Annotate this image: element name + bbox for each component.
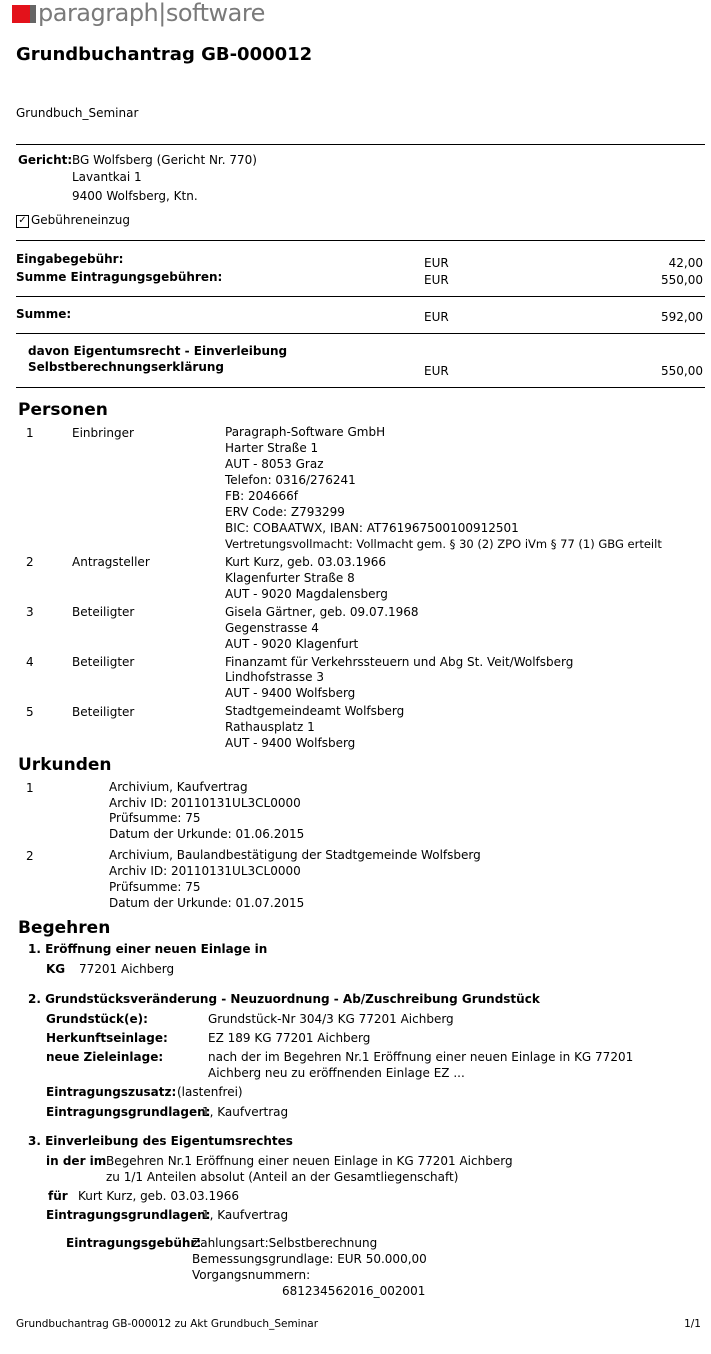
inderim-label: in der im: [46, 1154, 107, 1168]
begehren-2-heading: 2. Grundstücksveränderung - Neuzuordnung - Ab/Zuschreibung Grundstück: [28, 992, 540, 1006]
fuer-value: Kurt Kurz, geb. 03.03.1966: [78, 1189, 240, 1203]
herkunft-label: Herkunftseinlage:: [46, 1031, 168, 1045]
person-line: ERV Code: Z793299: [225, 505, 345, 519]
fee-collection-label: Gebühreneinzug: [31, 213, 131, 227]
urkunde-line: Prüfsumme: 75: [109, 811, 201, 825]
person-role: Beteiligter: [72, 605, 135, 619]
grundlagen-label: Eintragungsgrundlagen:: [46, 1105, 211, 1119]
person-nr: 3: [26, 605, 34, 619]
fee-amount-summe-eintragung: 550,00: [661, 273, 703, 287]
fee-collection-checkbox[interactable]: [16, 215, 29, 228]
sum-currency: EUR: [424, 310, 449, 324]
divider: [16, 387, 705, 388]
urkunde-nr: 2: [26, 849, 34, 863]
person-line: AUT - 9400 Wolfsberg: [225, 686, 356, 700]
gebuehr-line-2: Bemessungsgrundlage: EUR 50.000,00: [192, 1252, 427, 1266]
page-title: Grundbuchantrag GB-000012: [16, 44, 313, 65]
ziel-line-1: nach der im Begehren Nr.1 Eröffnung einer neuen Einlage in KG 77201: [208, 1050, 634, 1064]
divider: [16, 240, 705, 241]
company-logo: paragraph|software: [38, 0, 265, 27]
fee-label-summe-eintragung: Summe Eintragungsgebühren:: [16, 270, 223, 284]
person-line: AUT - 9400 Wolfsberg: [225, 736, 356, 750]
grundlagen-value: 1, Kaufvertrag: [202, 1208, 289, 1222]
urkunde-line: Archiv ID: 20110131UL3CL0000: [109, 796, 301, 810]
person-line: Stadtgemeindeamt Wolfsberg: [225, 704, 405, 718]
ziel-line-2: Aichberg neu zu eröffnenden Einlage EZ ...: [208, 1066, 465, 1080]
ziel-label: neue Zieleinlage:: [46, 1050, 164, 1064]
begehren-3-heading: 3. Einverleibung des Eigentumsrechtes: [28, 1134, 293, 1148]
grundlagen-value: 1, Kaufvertrag: [202, 1105, 289, 1119]
divider: [16, 144, 705, 145]
person-line: FB: 204666f: [225, 489, 299, 503]
fee-label-eingabe: Eingabegebühr:: [16, 252, 124, 266]
person-role: Beteiligter: [72, 655, 135, 669]
person-line: Kurt Kurz, geb. 03.03.1966: [225, 555, 387, 569]
gebuehr-line-1: Zahlungsart:Selbstberechnung: [192, 1236, 378, 1250]
person-line: AUT - 9020 Klagenfurt: [225, 637, 359, 651]
gebuehr-line-3: Vorgangsnummern:: [192, 1268, 311, 1282]
person-line: AUT - 9020 Magdalensberg: [225, 587, 388, 601]
section-personen: Personen: [18, 400, 108, 420]
section-begehren: Begehren: [18, 918, 111, 938]
davon-line-1: davon Eigentumsrecht - Einverleibung: [28, 344, 288, 358]
person-line: AUT - 8053 Graz: [225, 457, 324, 471]
zusatz-value: (lastenfrei): [177, 1085, 243, 1099]
section-urkunden: Urkunden: [18, 755, 112, 775]
grundstueck-value: Grundstück-Nr 304/3 KG 77201 Aichberg: [208, 1012, 454, 1026]
herkunft-value: EZ 189 KG 77201 Aichberg: [208, 1031, 371, 1045]
person-role: Einbringer: [72, 426, 134, 440]
check-icon: ✓: [18, 215, 27, 226]
grundlagen-label: Eintragungsgrundlagen:: [46, 1208, 211, 1222]
page-number: 1/1: [684, 1318, 701, 1330]
urkunde-line: Archivium, Baulandbestätigung der Stadtgemeinde Wolfsberg: [109, 848, 481, 862]
court-line-2: Lavantkai 1: [72, 170, 142, 184]
person-line: Gisela Gärtner, geb. 09.07.1968: [225, 605, 419, 619]
divider: [16, 296, 705, 297]
person-line: Klagenfurter Straße 8: [225, 571, 355, 585]
davon-currency: EUR: [424, 364, 449, 378]
sum-amount: 592,00: [661, 310, 703, 324]
zusatz-label: Eintragungszusatz:: [46, 1085, 177, 1099]
logo-grey-bar-icon: [30, 5, 36, 23]
person-role: Antragsteller: [72, 555, 150, 569]
divider: [16, 333, 705, 334]
court-line-1: BG Wolfsberg (Gericht Nr. 770): [72, 153, 257, 167]
gebuehr-label: Eintragungsgebühr:: [66, 1236, 202, 1250]
kg-value: 77201 Aichberg: [79, 962, 175, 976]
urkunde-line: Datum der Urkunde: 01.06.2015: [109, 827, 305, 841]
akt-subtitle: Grundbuch_Seminar: [16, 106, 139, 120]
grundstueck-label: Grundstück(e):: [46, 1012, 148, 1026]
davon-line-2: Selbstberechnungserklärung: [28, 360, 225, 374]
person-line: BIC: COBAATWX, IBAN: AT761967500100912501: [225, 521, 519, 535]
sum-label: Summe:: [16, 307, 72, 321]
logo-red-square-icon: [12, 5, 30, 23]
begehren-1-heading: 1. Eröffnung einer neuen Einlage in: [28, 942, 268, 956]
person-line: Harter Straße 1: [225, 441, 319, 455]
gebuehr-line-4: 681234562016_002001: [282, 1284, 426, 1298]
davon-amount: 550,00: [661, 364, 703, 378]
court-label: Gericht:: [18, 153, 73, 167]
person-nr: 2: [26, 555, 34, 569]
person-nr: 4: [26, 655, 34, 669]
inderim-line-2: zu 1/1 Anteilen absolut (Anteil an der Gesamtliegenschaft): [106, 1170, 459, 1184]
fee-currency: EUR: [424, 256, 449, 270]
person-line: Gegenstrasse 4: [225, 621, 319, 635]
person-line: Paragraph-Software GmbH: [225, 425, 386, 439]
inderim-line-1: Begehren Nr.1 Eröffnung einer neuen Einlage in KG 77201 Aichberg: [106, 1154, 513, 1168]
person-line: Vertretungsvollmacht: Vollmacht gem. § 30 (2) ZPO iVm § 77 (1) GBG erteilt: [225, 537, 662, 551]
urkunde-line: Archiv ID: 20110131UL3CL0000: [109, 864, 301, 878]
person-nr: 5: [26, 705, 34, 719]
footer-left: Grundbuchantrag GB-000012 zu Akt Grundbuch_Seminar: [16, 1318, 319, 1330]
person-nr: 1: [26, 426, 34, 440]
kg-label: KG: [46, 962, 66, 976]
fuer-label: für: [48, 1189, 68, 1203]
urkunde-nr: 1: [26, 781, 34, 795]
court-line-3: 9400 Wolfsberg, Ktn.: [72, 189, 198, 203]
fee-currency: EUR: [424, 273, 449, 287]
person-line: Finanzamt für Verkehrssteuern und Abg St. Veit/Wolfsberg: [225, 655, 574, 669]
person-line: Rathausplatz 1: [225, 720, 315, 734]
urkunde-line: Prüfsumme: 75: [109, 880, 201, 894]
person-role: Beteiligter: [72, 705, 135, 719]
person-line: Lindhofstrasse 3: [225, 670, 324, 684]
fee-amount-eingabe: 42,00: [668, 256, 703, 270]
person-line: Telefon: 0316/276241: [225, 473, 356, 487]
urkunde-line: Archivium, Kaufvertrag: [109, 780, 248, 794]
urkunde-line: Datum der Urkunde: 01.07.2015: [109, 896, 305, 910]
